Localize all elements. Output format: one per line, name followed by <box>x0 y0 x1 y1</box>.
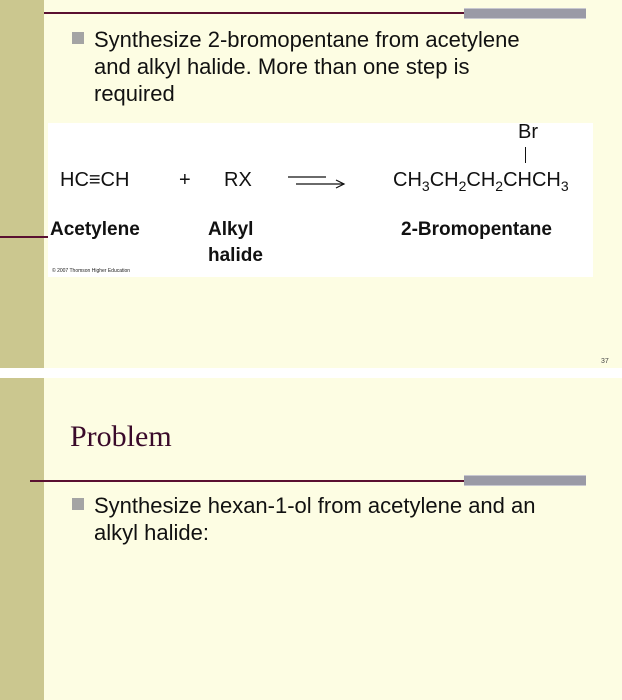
bullet-text: Synthesize hexan-1-ol from acetylene and an alkyl halide: <box>94 493 536 545</box>
left-rule-fragment <box>0 236 48 238</box>
copyright-text: © 2007 Thomson Higher Education <box>52 268 131 274</box>
bullet-item <box>72 26 520 107</box>
reactant-acetylene-formula: HC≡CH <box>60 169 130 191</box>
bromine-bond <box>525 147 526 163</box>
slide-problem <box>0 378 622 700</box>
slide-title: Problem <box>70 420 172 453</box>
product-label: 2-Bromopentane <box>401 219 552 240</box>
bullet-square-icon <box>72 498 84 510</box>
accent-bar <box>464 8 586 19</box>
acetylene-label: Acetylene <box>50 219 140 240</box>
slide-sidebar <box>0 0 44 368</box>
alkyl-halide-label: Alkyl halide <box>208 219 263 266</box>
bullet-item <box>72 492 535 546</box>
plus-sign: + <box>179 169 191 191</box>
reactant-alkyl-halide-formula: RX <box>224 169 252 191</box>
accent-bar <box>464 475 586 486</box>
product-formula: $CH_3CH_2CH_2CHCH_3$ <box>393 169 569 194</box>
product-bromine-substituent: Br <box>518 121 538 143</box>
page-number: 37 <box>601 358 609 365</box>
slide-sidebar <box>0 378 44 700</box>
bullet-text: Synthesize 2-bromopentane from acetylene and alkyl halide. More than one step is required <box>94 27 520 106</box>
reaction-figure <box>48 123 593 277</box>
reaction-arrow-icon <box>286 169 346 193</box>
bullet-square-icon <box>72 32 84 44</box>
